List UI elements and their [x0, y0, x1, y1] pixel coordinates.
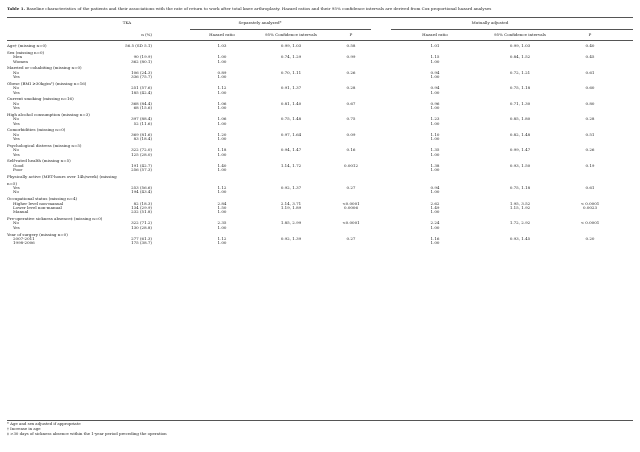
- cell-s-p: 0.58: [346, 43, 356, 48]
- cell-m-hr: 1.00: [430, 224, 440, 230]
- header-col-1: Hazard ratio: [209, 32, 235, 37]
- cell-m-p: 0.45: [585, 54, 595, 60]
- cell-s-hr: 1.00: [217, 209, 227, 215]
- cell-m-hr: 0.94: [430, 185, 440, 191]
- row-label: Sex (missing n=0): [7, 49, 45, 55]
- row-label: Good: [13, 162, 24, 168]
- header-col-5: 95% Confidence intervals: [494, 32, 546, 37]
- cell-s-hr: 1.00: [217, 120, 227, 126]
- cell-s-ci: 2.14, 3.71: [280, 200, 302, 206]
- header-col-2: 95% Confidence intervals: [265, 32, 317, 37]
- cell-tka: 322 (72.0): [131, 147, 152, 153]
- row-label: Age† (missing n=0): [7, 43, 47, 48]
- cell-s-hr: 1.00: [217, 240, 227, 246]
- cell-tka: 130 (28.8): [131, 224, 152, 230]
- cell-s-hr: 1.00: [217, 136, 227, 141]
- cell-s-hr: 1.12: [217, 185, 227, 191]
- header-n-pct: n (%): [141, 32, 152, 37]
- cell-m-hr: 1.00: [430, 151, 440, 157]
- row-label: Yes: [13, 105, 20, 110]
- cell-tka: 194 (43.4): [131, 189, 152, 195]
- cell-m-p: 0.80: [585, 100, 595, 106]
- cell-m-p: 0.51: [585, 131, 595, 137]
- cell-tka: 277 (61.3): [131, 235, 152, 241]
- group-rule-separately: [190, 29, 371, 30]
- cell-m-hr: 0.94: [430, 69, 440, 75]
- cell-m-ci: 1.95, 3.52: [509, 200, 531, 206]
- row-label: Occupational status (missing n=4): [7, 196, 78, 202]
- row-label: No: [13, 220, 19, 226]
- cell-s-hr: 1.00: [217, 167, 227, 172]
- cell-s-ci: 0.92, 1.39: [280, 235, 302, 241]
- top-rule: [7, 17, 633, 18]
- cell-s-hr: 1.20: [217, 131, 227, 137]
- row-label: Psychological distress (missing n=5): [7, 142, 82, 148]
- header-rule: [7, 40, 633, 41]
- cell-m-ci: 0.71, 1.30: [509, 100, 531, 106]
- cell-m-p: 0.26: [585, 147, 595, 153]
- cell-tka: 362 (80.1): [131, 58, 152, 64]
- row-label: Yes: [13, 136, 20, 141]
- row-label: Lower level non-manual: [13, 204, 62, 210]
- cell-m-p: 0.61: [585, 185, 595, 191]
- cell-m-ci: 0.99, 1.47: [509, 147, 531, 153]
- cell-tka: 82 (18.3): [133, 200, 152, 206]
- cell-s-p: 0.67: [346, 100, 356, 106]
- cell-s-hr: 1.00: [217, 224, 227, 230]
- cell-s-hr: 1.06: [217, 116, 227, 122]
- cell-s-ci: 0.74, 1.29: [280, 54, 302, 60]
- footnote-1: * Age and sex adjusted if appropriate: [7, 421, 81, 426]
- cell-s-p: 0.16: [346, 147, 356, 153]
- cell-m-hr: 1.00: [430, 58, 440, 64]
- header-col-6: P: [588, 32, 592, 37]
- bottom-rule: [7, 420, 633, 421]
- cell-s-hr: 1.40: [217, 162, 227, 168]
- row-label: Yes: [13, 120, 20, 126]
- cell-s-hr: 1.06: [217, 100, 227, 106]
- row-label: Women: [13, 58, 28, 64]
- cell-s-p: <0.0001: [342, 200, 360, 206]
- cell-s-ci: 0.99, 1.03: [280, 43, 302, 48]
- cell-s-p: 0.27: [346, 185, 356, 191]
- cell-tka: 56.5 (SD 5.1): [125, 43, 152, 48]
- cell-m-p: 0.20: [585, 235, 595, 241]
- row-label: No: [13, 131, 19, 137]
- cell-m-hr: 1.00: [430, 74, 440, 79]
- group-rule-mutually: [391, 29, 633, 30]
- cell-s-p: 0.26: [346, 69, 356, 75]
- cell-m-hr: 1.35: [430, 147, 440, 153]
- cell-s-p: 0.0012: [344, 162, 358, 168]
- cell-m-ci: 0.93, 1.50: [509, 162, 531, 168]
- caption-text: Baseline characteristics of the patients and their associations with the rate of return to work after total knee arthroplasty. Hazard ratios and their 95% confidence intervals are derived from Cox proportional hazard analyses: [26, 6, 492, 11]
- cell-s-hr: 1.00: [217, 58, 227, 64]
- cell-m-ci: 0.93, 1.45: [509, 235, 531, 241]
- cell-tka: 368 (84.4): [131, 100, 152, 106]
- row-label: Yes: [13, 185, 20, 191]
- cell-m-p: 0.19: [585, 162, 595, 168]
- row-label: Men: [13, 54, 23, 60]
- row-label: High alcohol consumption (missing n=3): [7, 111, 90, 117]
- cell-m-ci: 0.85, 1.80: [509, 116, 531, 122]
- header-mutually: Mutually adjusted: [471, 20, 509, 25]
- cell-s-p: 0.75: [346, 116, 356, 122]
- cell-tka: 52 (11.6): [133, 120, 152, 126]
- row-label: No: [13, 147, 19, 153]
- row-label: Manual: [13, 209, 29, 215]
- cell-s-hr: 1.03: [217, 43, 227, 48]
- cell-s-p: 0.99: [346, 54, 356, 60]
- cell-m-p: 0.0023: [583, 204, 597, 210]
- header-col-3: P: [349, 32, 353, 37]
- cell-m-hr: 1.38: [430, 162, 440, 168]
- cell-m-ci: 0.82, 1.48: [509, 131, 531, 137]
- cell-tka: 369 (81.6): [131, 131, 152, 137]
- cell-m-ci: 1.15, 1.92: [509, 204, 531, 210]
- cell-s-ci: 0.70, 1.11: [280, 69, 302, 75]
- cell-m-hr: 0.96: [430, 100, 440, 106]
- cell-m-hr: 1.00: [430, 240, 440, 246]
- cell-m-p: 0.28: [585, 116, 595, 122]
- cell-s-ci: 0.91, 1.37: [280, 85, 302, 91]
- cell-s-p: 0.27: [346, 235, 356, 241]
- cell-m-hr: 2.62: [430, 200, 440, 206]
- cell-s-ci: 0.75, 1.48: [280, 116, 302, 122]
- cell-s-hr: 1.50: [217, 204, 227, 210]
- cell-s-hr: 2.35: [217, 220, 227, 226]
- cell-tka: 191 (42.7): [131, 162, 152, 168]
- cell-m-hr: 1.00: [430, 189, 440, 195]
- cell-tka: 106 (24.3): [131, 69, 152, 75]
- cell-tka: 322 (71.2): [131, 220, 152, 226]
- cell-tka: 125 (28.0): [131, 151, 152, 157]
- cell-s-ci: 1.19, 1.89: [280, 204, 302, 210]
- cell-m-hr: 1.10: [430, 131, 440, 137]
- row-label: 2007-2011: [13, 235, 35, 241]
- footnote-3: ‡ >30 days of sickness absence within the 1-year period preceding the operation: [7, 431, 167, 436]
- row-label: Year of surgery (missing n=0): [7, 231, 68, 237]
- cell-tka: 251 (57.6): [131, 85, 152, 91]
- cell-m-hr: 1.01: [430, 43, 440, 48]
- cell-tka: 336 (75.7): [131, 74, 152, 79]
- cell-m-p: < 0.0001: [580, 220, 600, 226]
- cell-tka: 253 (56.6): [131, 185, 152, 191]
- cell-s-ci: 0.94, 1.47: [280, 147, 302, 153]
- header-tka: TKA: [122, 20, 132, 25]
- cell-s-ci: 1.14, 1.72: [280, 162, 302, 168]
- row-label: Obese (BMI ≥30kg/m²) (missing n=16): [7, 80, 87, 86]
- cell-m-hr: 0.94: [430, 85, 440, 91]
- cell-s-ci: 1.85, 2.99: [280, 220, 302, 226]
- cell-m-ci: 1.72, 2.92: [509, 220, 531, 226]
- cell-m-ci: 0.84, 1.52: [509, 54, 531, 60]
- row-label: Pre-operative sickness absence‡ (missing n=0): [7, 216, 103, 222]
- footnote-2: † Increase in age: [7, 426, 41, 431]
- cell-m-ci: 0.99, 1.03: [509, 43, 531, 48]
- cell-m-ci: 0.75, 1.18: [509, 185, 531, 191]
- cell-m-ci: 0.72, 1.21: [509, 69, 531, 75]
- cell-s-p: 0.28: [346, 85, 356, 91]
- row-label: n=5): [7, 180, 18, 186]
- cell-s-hr: 1.18: [217, 147, 227, 153]
- row-label: Higher level non-manual: [13, 200, 64, 206]
- cell-m-p: 0.40: [585, 43, 595, 48]
- row-label: Yes: [13, 151, 20, 157]
- cell-tka: 256 (57.3): [131, 167, 152, 172]
- header-separately: Separately analyzed*: [238, 20, 282, 25]
- cell-s-p: 0.09: [346, 131, 356, 137]
- cell-s-ci: 0.97, 1.64: [280, 131, 302, 137]
- row-label: Comorbidities (missing n=0): [7, 127, 66, 133]
- cell-s-hr: 1.00: [217, 74, 227, 79]
- cell-tka: 68 (15.6): [133, 105, 152, 110]
- cell-tka: 90 (19.9): [133, 54, 152, 60]
- cell-m-hr: 1.00: [430, 136, 440, 141]
- cell-s-hr: 0.89: [217, 69, 227, 75]
- cell-tka: 397 (88.4): [131, 116, 152, 122]
- cell-m-hr: 1.00: [430, 167, 440, 172]
- cell-tka: 232 (51.8): [131, 209, 152, 215]
- cell-s-hr: 1.12: [217, 85, 227, 91]
- cell-m-hr: 1.49: [430, 204, 440, 210]
- row-label: Yes: [13, 89, 20, 95]
- cell-m-hr: 1.00: [430, 89, 440, 95]
- cell-m-hr: 2.24: [430, 220, 440, 226]
- cell-s-ci: 0.81, 1.40: [280, 100, 302, 106]
- row-label: Physically active (MET-hours over 14h/week) (missing: [7, 173, 117, 179]
- cell-s-p: 0.0006: [344, 204, 358, 210]
- cell-m-p: < 0.0001: [580, 200, 600, 206]
- row-label: Yes: [13, 224, 20, 230]
- row-label: Current smoking (missing n=16): [7, 96, 74, 102]
- cell-m-p: 0.60: [585, 85, 595, 91]
- cell-tka: 134 (29.9): [131, 204, 152, 210]
- row-label: No: [13, 69, 19, 75]
- table-caption: [7, 6, 633, 11]
- row-label: No: [13, 189, 19, 195]
- cell-tka: 185 (42.4): [131, 89, 152, 95]
- row-label: Yes: [13, 74, 20, 79]
- cell-m-hr: 1.16: [430, 235, 440, 241]
- cell-m-ci: 0.75, 1.18: [509, 85, 531, 91]
- cell-s-hr: 1.00: [217, 189, 227, 195]
- cell-m-hr: 1.00: [430, 120, 440, 126]
- cell-s-hr: 1.00: [217, 89, 227, 95]
- cell-s-ci: 0.92, 1.37: [280, 185, 302, 191]
- cell-s-p: <0.0001: [342, 220, 360, 226]
- cell-s-hr: 2.84: [217, 200, 227, 206]
- row-label: Poor: [13, 167, 23, 172]
- cell-s-hr: 1.00: [217, 105, 227, 110]
- cell-tka: 175 (38.7): [131, 240, 152, 246]
- cell-tka: 83 (18.4): [133, 136, 152, 141]
- header-col-4: Hazard ratio: [422, 32, 448, 37]
- cell-m-hr: 1.00: [430, 105, 440, 110]
- cell-s-hr: 1.12: [217, 235, 227, 241]
- cell-m-hr: 1.00: [430, 209, 440, 215]
- cell-s-hr: 1.00: [217, 54, 227, 60]
- cell-m-hr: 1.23: [430, 116, 440, 122]
- row-label: Self-rated health (missing n=5): [7, 158, 71, 164]
- cell-m-p: 0.61: [585, 69, 595, 75]
- row-label: 1998-2006: [13, 240, 35, 246]
- row-label: No: [13, 116, 19, 122]
- row-label: No: [13, 85, 19, 91]
- row-label: Married or cohabiting (missing n=0): [7, 65, 82, 71]
- cell-m-hr: 1.15: [430, 54, 440, 60]
- caption-label: Table 1.: [7, 6, 26, 11]
- row-label: No: [13, 100, 19, 106]
- cell-s-hr: 1.00: [217, 151, 227, 157]
